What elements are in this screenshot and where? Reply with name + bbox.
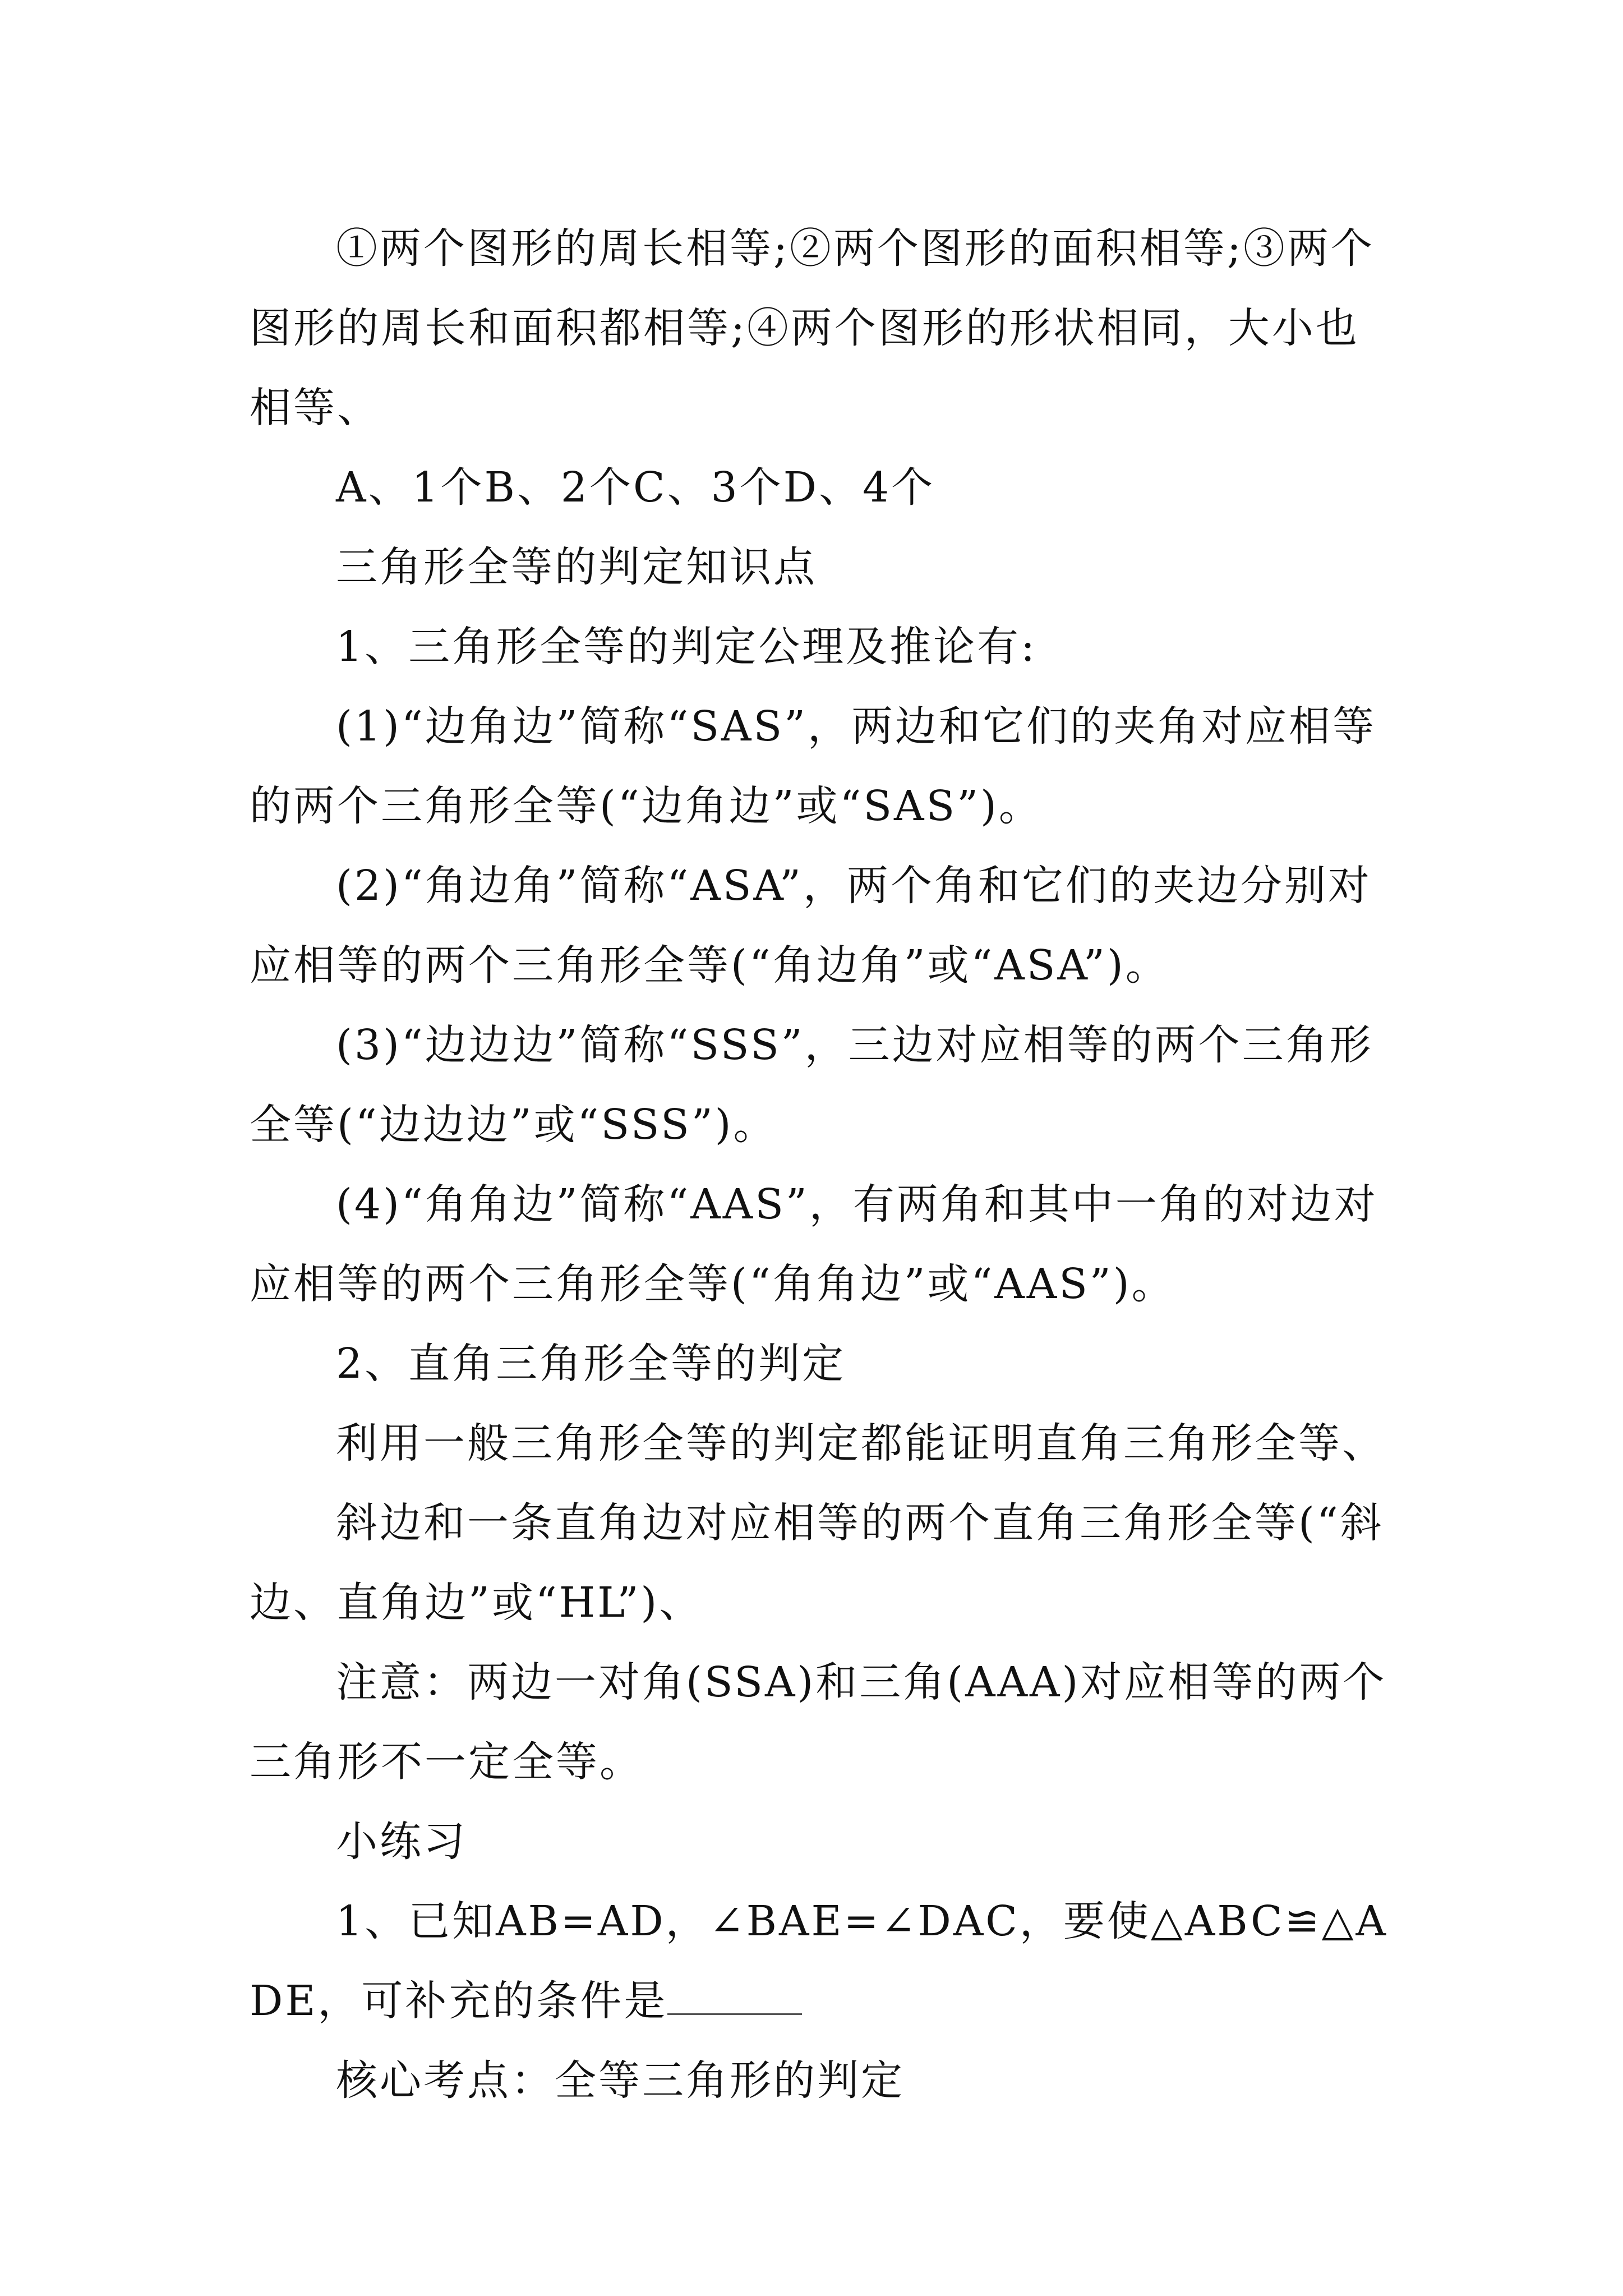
- paragraph-core-concept: 核心考点：全等三角形的判定: [336, 2056, 905, 2105]
- section-heading-exercise: 小练习: [336, 1818, 467, 1866]
- answer-blank[interactable]: [667, 1980, 802, 2015]
- paragraph-criterion-aas: (4)“角角边”简称“AAS”，有两角和其中一角的对边对应相等的两个三角形全等(“角角边”或“AAS”)。: [250, 1180, 1378, 1308]
- section-heading-knowledge-points: 三角形全等的判定知识点: [336, 543, 817, 591]
- paragraph-criterion-sas: (1)“边角边”简称“SAS”，两边和它们的夹角对应相等的两个三角形全等(“边角边”或“SAS”)。: [250, 702, 1376, 830]
- paragraph-note: 注意：两边一对角(SSA)和三角(AAA)对应相等的两个三角形不一定全等。: [250, 1658, 1387, 1786]
- paragraph-criteria-intro: 1、三角形全等的判定公理及推论有:: [336, 623, 1038, 671]
- paragraph-criterion-hl: 斜边和一条直角边对应相等的两个直角三角形全等(“斜边、直角边”或“HL”)、: [250, 1499, 1384, 1627]
- paragraph-options-statements: ①两个图形的周长相等;②两个图形的面积相等;③两个图形的周长和面积都相等;④两个图形的形状相同，大小也相等、: [250, 224, 1375, 432]
- paragraph-right-triangle-general: 利用一般三角形全等的判定都能证明直角三角形全等、: [336, 1419, 1386, 1467]
- paragraph-answer-choices: A、1个B、2个C、3个D、4个: [336, 463, 935, 512]
- exercise-question-text: 1、已知AB=AD，∠BAE=∠DAC，要使△ABC≌△ADE，可补充的条件是: [250, 1897, 1388, 2025]
- document-body: [250, 209, 1394, 2120]
- paragraph-right-triangle-heading: 2、直角三角形全等的判定: [336, 1340, 846, 1388]
- paragraph-criterion-asa: (2)“角边角”简称“ASA”，两个角和它们的夹边分别对应相等的两个三角形全等(“角边角”或“ASA”)。: [250, 862, 1372, 990]
- paragraph-criterion-sss: (3)“边边边”简称“SSS”，三边对应相等的两个三角形全等(“边边边”或“SSS”)。: [250, 1021, 1373, 1149]
- paragraph-exercise-question: [250, 1881, 1394, 2041]
